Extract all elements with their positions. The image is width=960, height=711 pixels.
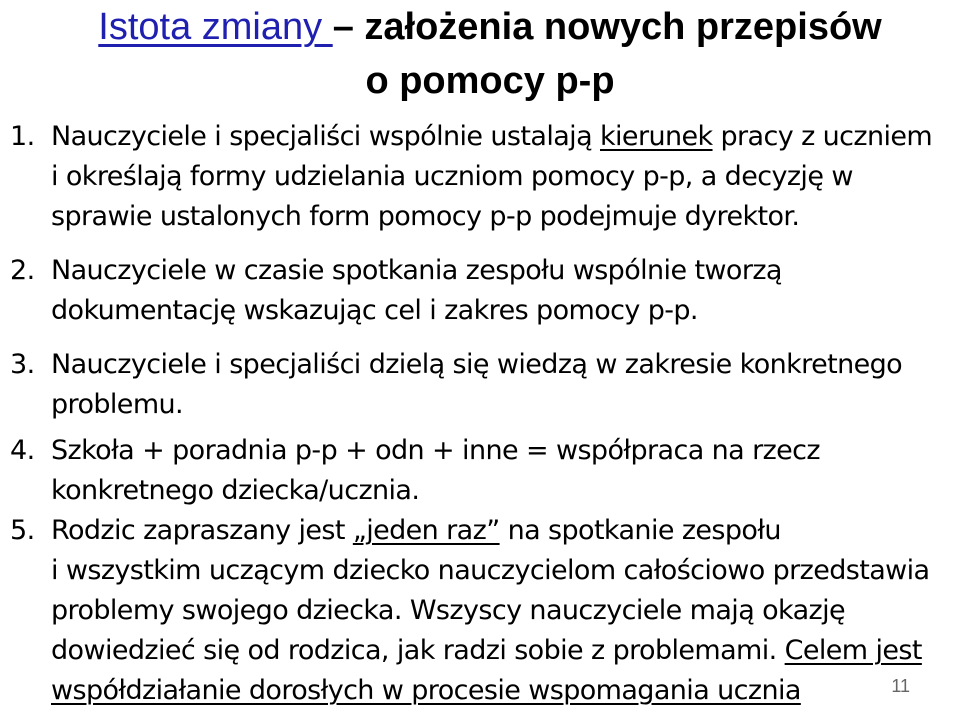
item-line: dowiedzieć się od rodzica, jak radzi sobie z problemami. Celem jest: [51, 635, 922, 666]
item-number: 1.: [10, 121, 35, 152]
list-item-5: [0, 511, 960, 711]
item-number: 5.: [10, 515, 35, 546]
title-line-1: [0, 2, 960, 52]
underlined-keyword: Celem jest: [784, 635, 922, 666]
underlined-keyword: kierunek: [600, 121, 713, 152]
list-item-4: [0, 431, 960, 511]
item-line: Nauczyciele w czasie spotkania zespołu wspólnie tworzą: [51, 255, 782, 286]
item-line: Nauczyciele i specjaliści wspólnie ustalają kierunek pracy z uczniem: [51, 121, 933, 152]
item-line: sprawie ustalonych form pomocy p-p podejmuje dyrektor.: [51, 201, 800, 232]
item-line: problemy swojego dziecka. Wszyscy nauczyciele mają okazję: [51, 595, 846, 626]
item-line: dokumentację wskazując cel i zakres pomocy p-p.: [51, 295, 698, 326]
item-number: 2.: [10, 255, 35, 286]
title-accent: Istota zmiany: [98, 6, 333, 48]
item-line: i określają formy udzielania uczniom pomocy p-p, a decyzję w: [51, 161, 853, 192]
item-line: [51, 671, 801, 711]
title-line-2: o pomocy p-p: [365, 60, 615, 102]
slide-page-number: 11: [891, 676, 910, 696]
underlined-keyword: „jeden raz”: [352, 515, 500, 546]
item-line: konkretnego dziecka/ucznia.: [51, 475, 420, 506]
list-item-1: [0, 117, 960, 237]
item-line: problemu.: [51, 389, 184, 420]
title-rest: – założenia nowych przepisów: [332, 6, 882, 48]
item-line: Nauczyciele i specjaliści dzielą się wiedzą w zakresie konkretnego: [51, 349, 903, 380]
item-line: i wszystkim uczącym dziecko nauczycielom całościowo przedstawia: [51, 555, 930, 586]
list-item-2: [0, 251, 960, 331]
item-number: 3.: [10, 349, 35, 380]
item-line: Szkoła + poradnia p-p + odn + inne = współpraca na rzecz: [51, 435, 820, 466]
item-line: Rodzic zapraszany jest „jeden raz” na spotkanie zespołu: [51, 515, 781, 546]
item-number: 4.: [10, 435, 35, 466]
underlined-keyword: współdziałanie dorosłych w procesie wspomagania ucznia: [51, 675, 801, 706]
list-item-3: [0, 345, 960, 425]
